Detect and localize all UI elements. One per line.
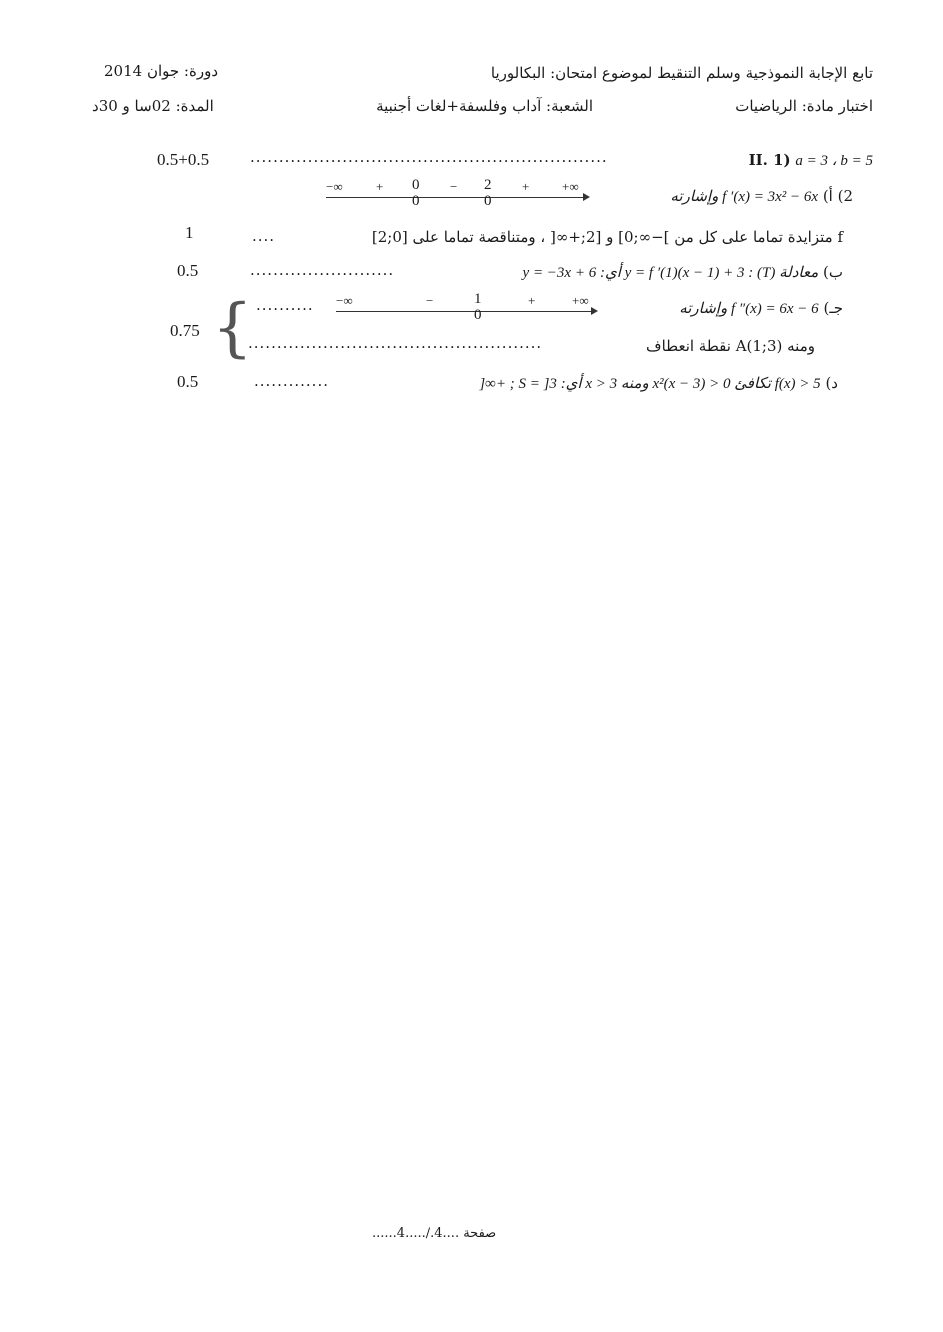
- score-line-3: 1: [185, 223, 194, 242]
- content-line-6: ومنه A(1;3) نقطة انعطاف: [646, 337, 815, 355]
- header-session: دورة: جوان 2014: [104, 62, 219, 80]
- answer-line-6: [646, 337, 815, 355]
- label-line-5: جـ): [823, 299, 843, 317]
- header-title: تابع الإجابة النموذجية وسلم التنقيط لموضوع امتحان: البكالوريا: [490, 64, 873, 82]
- dots-line-4: .........................: [250, 261, 395, 279]
- sign-table-fsecond-sign-1: +: [528, 293, 536, 308]
- label-line-1: II. 1): [748, 151, 791, 169]
- content-line-3: f متزايدة تماما على كل من ]−∞;0] و [2;+∞[ ، ومتناقصة تماما على [0;2]: [371, 228, 843, 246]
- answer-line-2: [670, 187, 853, 206]
- sign-table-fprime-value-3: +∞: [562, 179, 579, 194]
- header-subject: اختبار مادة: الرياضيات: [735, 97, 873, 115]
- answer-line-1: [749, 151, 873, 170]
- sign-table-fsecond-zero-0: 0: [474, 307, 482, 323]
- sign-table-fprime-sign-1: −: [450, 179, 458, 194]
- sign-table-fsecond: [336, 291, 592, 323]
- content-line-2: f ′(x) = 3x² − 6x وإشارته: [670, 189, 819, 205]
- content-line-5: f ″(x) = 6x − 6 وإشارته: [679, 301, 819, 317]
- answer-line-3: [372, 228, 843, 246]
- sign-table-fsecond-sign-0: −: [426, 293, 434, 308]
- sign-table-fsecond-value-0: −∞: [336, 293, 353, 308]
- label-line-2: 2) أ): [822, 187, 853, 205]
- score-line-5: 0.75: [170, 321, 200, 340]
- label-line-4: ب): [823, 263, 843, 281]
- sign-table-fprime: [326, 177, 584, 209]
- sign-table-fprime-sign-0: +: [376, 179, 384, 194]
- answer-line-4: [523, 263, 843, 282]
- score-line-4: 0.5: [177, 261, 199, 280]
- sign-table-fsecond-value-1: 1: [474, 291, 482, 307]
- footer-page-number: صفحة ....4./.....4......: [372, 1226, 497, 1241]
- brace-icon: {: [212, 291, 253, 365]
- sign-table-fprime-value-2: 2: [484, 177, 492, 193]
- dots-line-7: .............: [254, 372, 329, 390]
- answer-line-7: [479, 374, 838, 393]
- dots-line-5: ..........: [256, 296, 314, 314]
- score-line-1: 0.5+0.5: [157, 150, 210, 169]
- sign-table-fprime-value-0: −∞: [326, 179, 343, 194]
- dots-line-1: ..............................................................: [250, 148, 608, 166]
- header-duration: المدة: 02سا و 30د: [92, 97, 214, 115]
- header-branch: الشعبة: آداب وفلسفة+لغات أجنبية: [376, 97, 593, 115]
- sign-table-fsecond-value-2: +∞: [572, 293, 589, 308]
- sign-table-fprime-zero-0: 0: [412, 193, 420, 209]
- label-line-7: د): [825, 374, 838, 392]
- score-line-7: 0.5: [177, 372, 199, 391]
- sign-table-fprime-value-1: 0: [412, 177, 420, 193]
- dots-line-6: ...................................................: [248, 334, 543, 352]
- content-line-4: معادلة (T) : y = f ′(1)(x − 1) + 3 أي: y = −3x + 6: [522, 265, 819, 281]
- content-line-1: a = 3 ، b = 5: [795, 153, 873, 169]
- sign-table-fprime-zero-1: 0: [484, 193, 492, 209]
- sign-table-fprime-sign-2: +: [522, 179, 530, 194]
- content-line-7: f(x) > 5 تكافئ x²(x − 3) > 0 ومنه x > 3 أي: S = ]3 ; +∞[: [479, 376, 821, 392]
- answer-line-5: [679, 299, 843, 318]
- dots-line-3: ....: [252, 227, 276, 245]
